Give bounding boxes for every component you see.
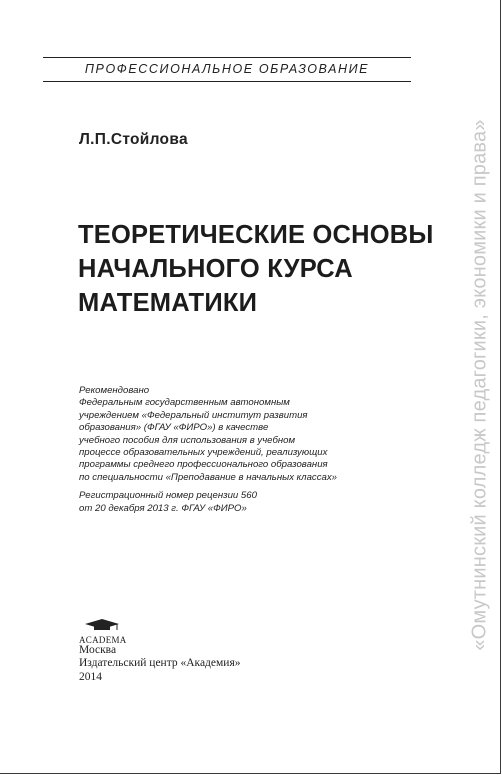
publisher-logo — [79, 618, 129, 645]
graduation-cap-icon — [79, 618, 125, 632]
publisher-name: Издательский центр «Академия» — [79, 657, 241, 670]
title-line: МАТЕМАТИКИ — [78, 289, 258, 317]
publisher-info — [79, 644, 241, 684]
series-header — [43, 57, 411, 82]
stamp-text: «Омутнинский колледж педагогики, экономики и права» — [468, 119, 491, 651]
logo-text: ACADEMA — [79, 635, 127, 645]
recommendation-line: Федеральным государственным автономным — [79, 397, 290, 409]
recommendation-line: по специальности «Преподавание в начальных классах» — [79, 471, 337, 483]
recommendation-line: программы среднего профессионального образования — [79, 459, 328, 471]
series-label: ПРОФЕССИОНАЛЬНОЕ ОБРАЗОВАНИЕ — [84, 62, 370, 76]
title-line: ТЕОРЕТИЧЕСКИЕ ОСНОВЫ — [78, 221, 434, 249]
recommendation-line: учебного пособия для использования в учебном — [79, 434, 296, 446]
registration-block — [79, 490, 369, 515]
author-name: Л.П.Стойлова — [79, 131, 188, 148]
publication-year: 2014 — [79, 670, 102, 683]
recommendation-block — [79, 385, 369, 515]
recommendation-line: учреждением «Федеральный институт развития — [79, 409, 308, 421]
series-bottom-rule — [43, 81, 411, 82]
publisher-city: Москва — [79, 644, 117, 656]
recommendation-line: процессе образовательных учреждений, реализующих — [79, 447, 328, 459]
recommendation-line: Рекомендовано — [79, 385, 150, 396]
registration-line: Регистрационный номер рецензии 560 — [79, 490, 257, 502]
recommendation-line: образования» (ФГАУ «ФИРО») в качестве — [79, 422, 269, 434]
book-title — [78, 218, 448, 320]
registration-line: от 20 декабря 2013 г. ФГАУ «ФИРО» — [79, 502, 247, 514]
title-line: НАЧАЛЬНОГО КУРСА — [78, 255, 353, 283]
